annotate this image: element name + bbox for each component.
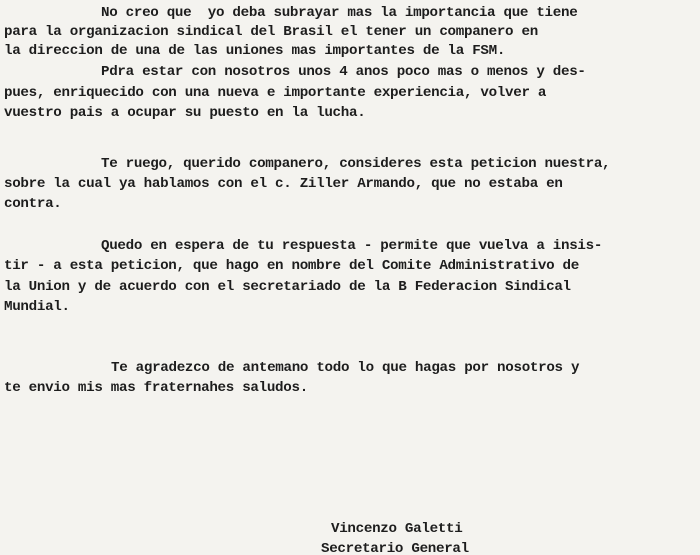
text-line: pues, enriquecido con una nueva e importante experiencia, volver a <box>4 85 547 101</box>
text-line: la direccion de una de las uniones mas importantes de la FSM. <box>4 43 506 59</box>
text-line: Te ruego, querido companero, consideres esta peticion nuestra, <box>101 156 611 172</box>
text-line: Pdra estar con nosotros unos 4 anos poco mas o menos y des- <box>101 64 586 80</box>
signature-title: Secretario General <box>321 541 469 555</box>
signature-name: Vincenzo Galetti <box>331 521 463 537</box>
text-line: la Union y de acuerdo con el secretariado de la B Federacion Sindical <box>4 279 571 295</box>
text-line: tir - a esta peticion, que hago en nombre del Comite Administrativo de <box>4 258 579 274</box>
text-line: Quedo en espera de tu respuesta - permite que vuelva a insis- <box>101 238 603 254</box>
text-line: Te agradezco de antemano todo lo que hagas por nosotros y <box>111 360 580 376</box>
text-line: vuestro pais a ocupar su puesto en la lucha. <box>4 105 366 121</box>
text-line: Mundial. <box>4 299 70 315</box>
text-line: para la organizacion sindical del Brasil el tener un companero en <box>4 24 538 40</box>
text-line: te envio mis mas fraternahes saludos. <box>4 380 308 396</box>
text-line: sobre la cual ya hablamos con el c. Ziller Armando, que no estaba en <box>4 176 563 192</box>
text-line: No creo que yo deba subrayar mas la importancia que tiene <box>101 5 578 21</box>
text-line: contra. <box>4 196 62 212</box>
